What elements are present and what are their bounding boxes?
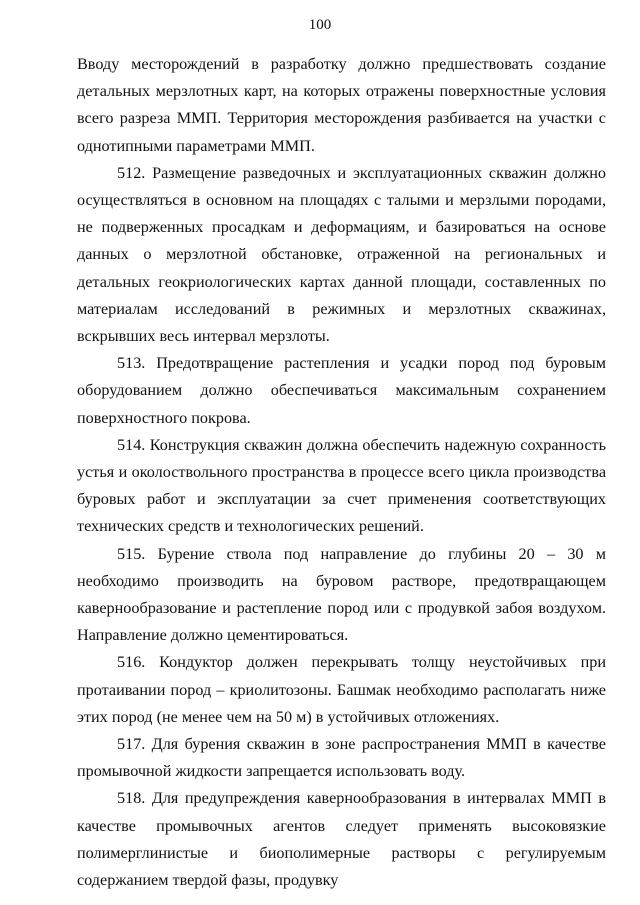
page-number: 100 xyxy=(308,17,332,33)
paragraph-518: 518. Для предупреждения кавернообразования в интервалах ММП в качестве промывочных агентов следует применять высоковязкие полимерглинистые и биополимерные растворы с регулируемым содержанием твердой фазы, продувку xyxy=(77,789,606,890)
paragraph-516: 516. Кондуктор должен перекрывать толщу неустойчивых при протаивании пород – криолитозоны. Башмак необходимо располагать ниже этих пород (не менее чем на 50 м) в устойчивых отложениях. xyxy=(77,653,606,726)
paragraph-513: 513. Предотвращение растепления и усадки пород под буровым оборудованием должно обеспечиваться максимальным сохранением поверхностного покрова. xyxy=(77,354,606,427)
paragraph-continued: Вводу месторождений в разработку должно предшествовать создание детальных мерзлотных карт, на которых отражены поверхностные условия всего разреза ММП. Территория месторождения разбивается на участки с однотипными параметрами ММП. xyxy=(77,55,606,155)
paragraph-515: 515. Бурение ствола под направление до глубины 20 – 30 м необходимо производить на буровом растворе, предотвращающем кавернообразование и растепление пород или с продувкой забоя воздухом. Направление должно цементироваться. xyxy=(77,544,606,645)
paragraph-512: 512. Размещение разведочных и эксплуатационных скважин должно осуществляться в основном на площадях с талыми и мерзлыми породами, не подверженных просадкам и деформациям, и базироваться на основе данных о мерзлотной обстановке, отраженной на региональных и детальных геокриологических картах данной площади, составленных по материалам исследований в режимных и мерзлотных скважинах, вскрывших весь интервал мерзлоты. xyxy=(77,163,606,346)
paragraph-517: 517. Для бурения скважин в зоне распространения ММП в качестве промывочной жидкости запрещается использовать воду. xyxy=(77,735,606,781)
paragraph-514: 514. Конструкция скважин должна обеспечить надежную сохранность устья и околоствольного пространства в процессе всего цикла производства буровых работ и эксплуатации за счет применения соответствующих технических средств и технологических решений. xyxy=(77,435,606,536)
body-text xyxy=(77,51,606,894)
